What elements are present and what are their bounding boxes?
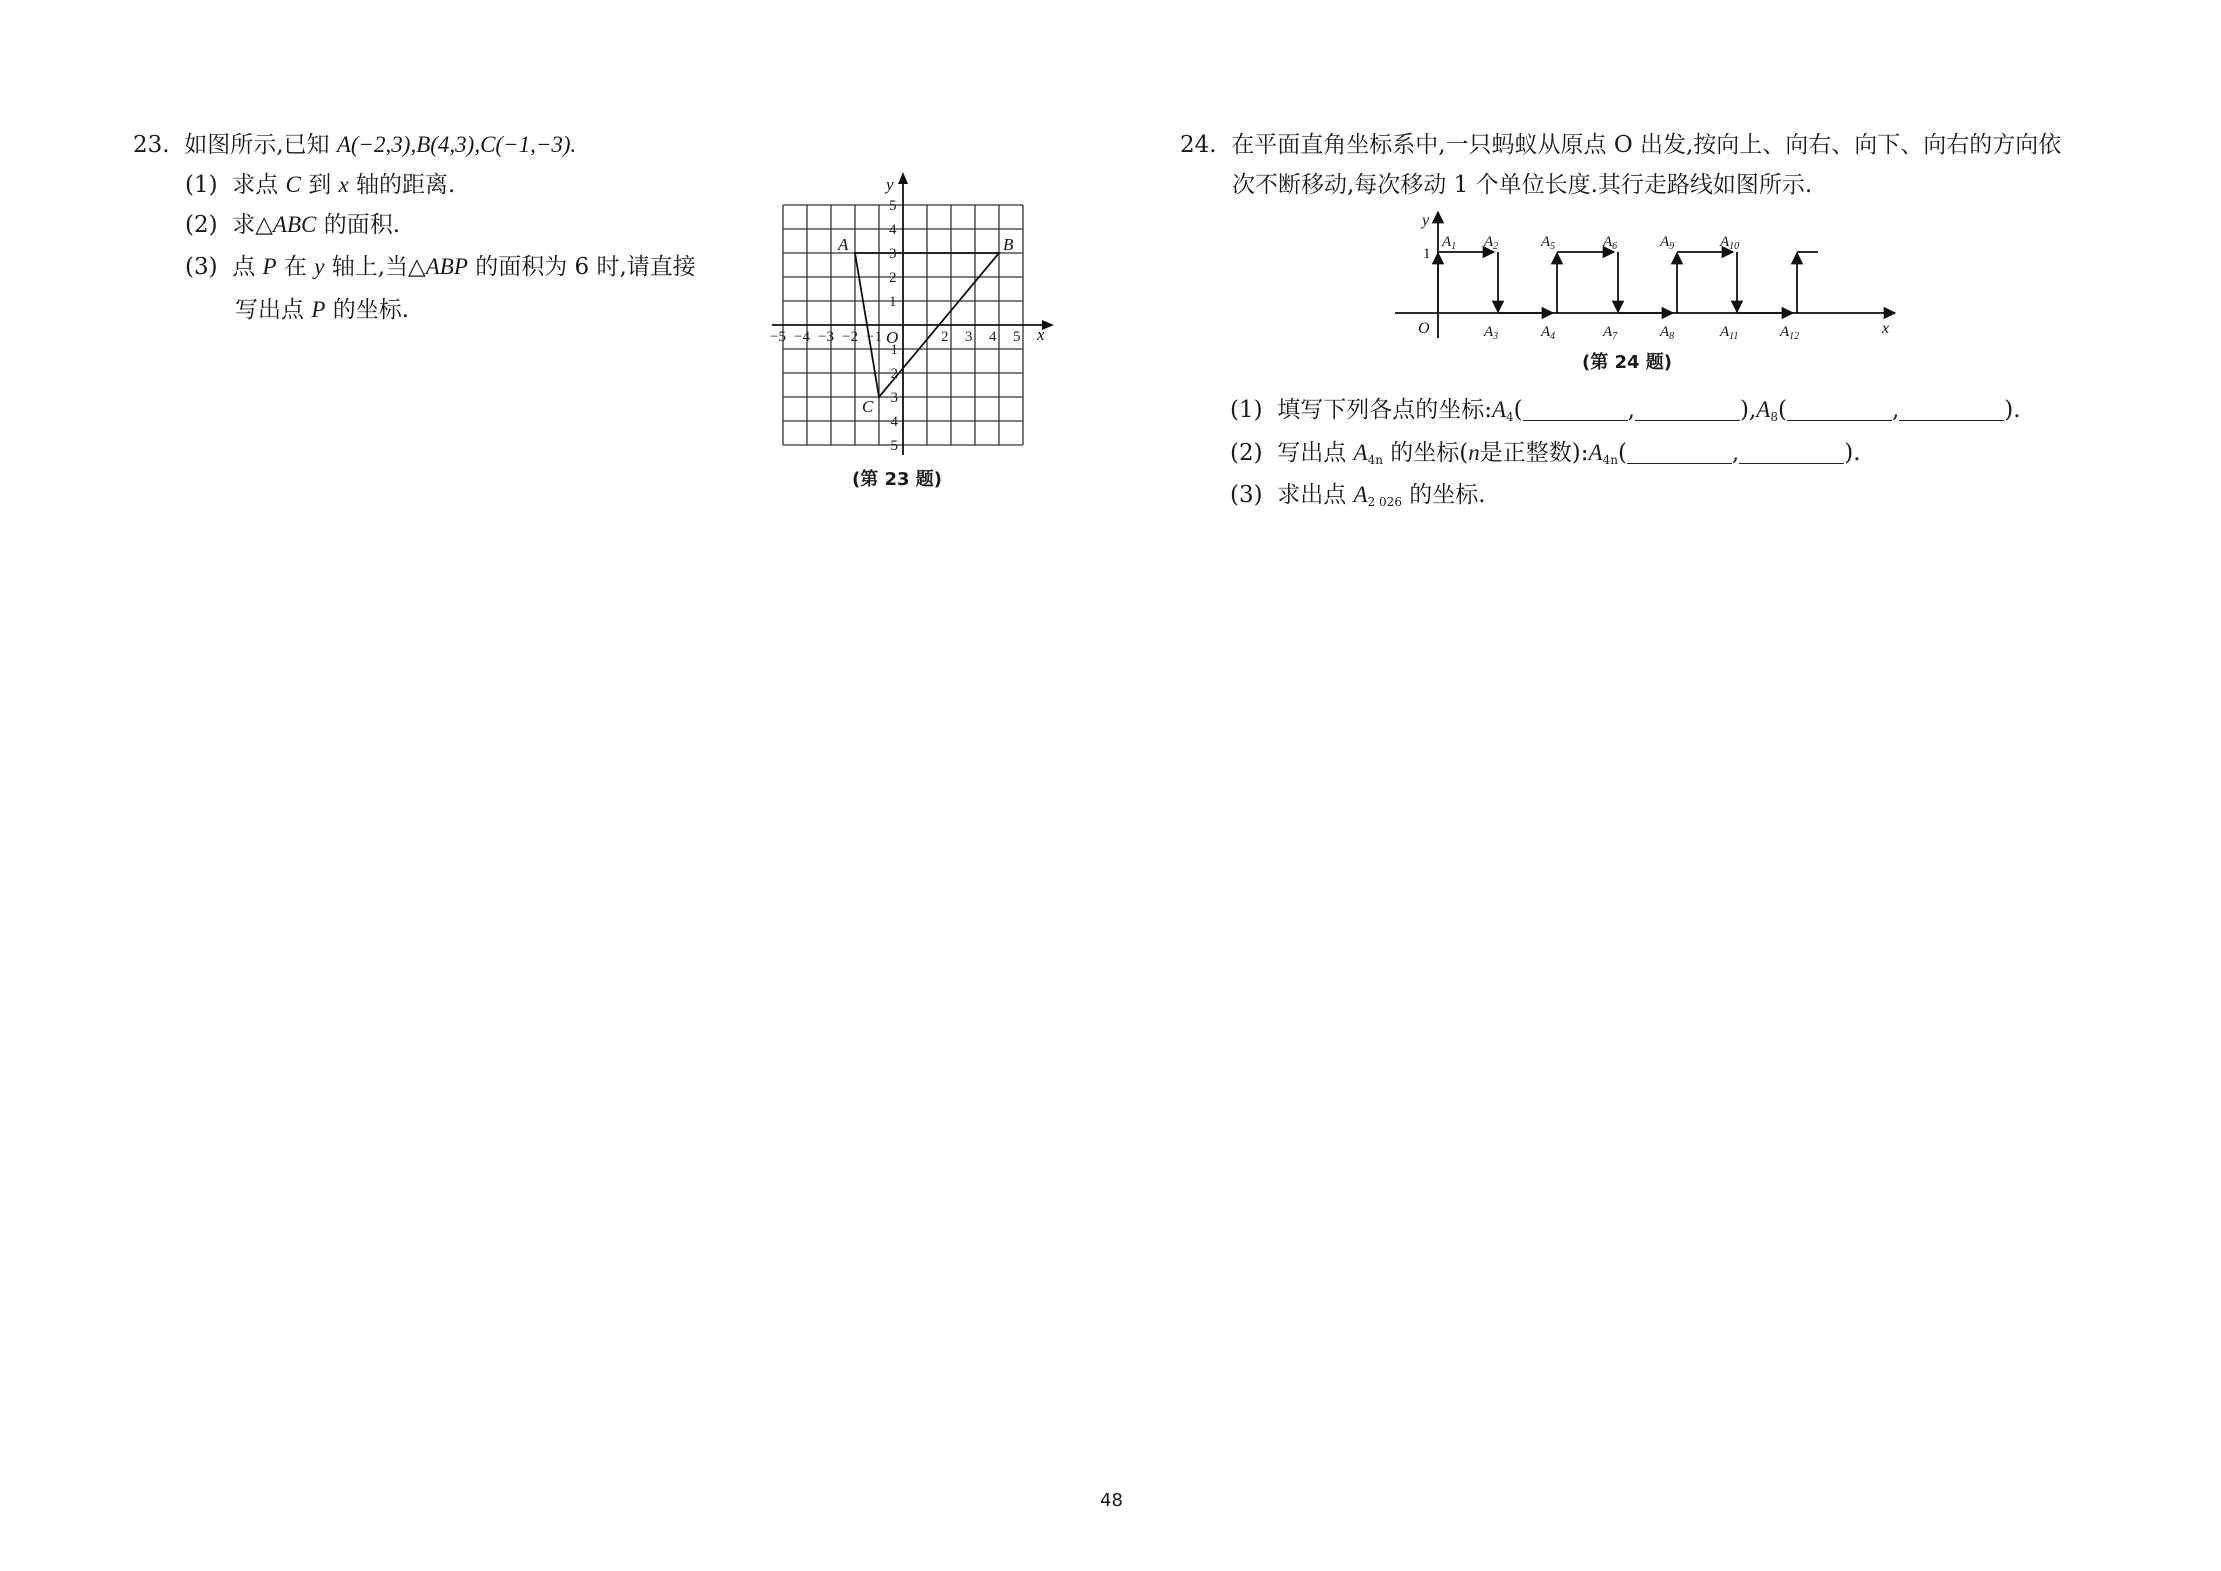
q23-y-tick: −1	[882, 342, 898, 358]
q23-caption: (第 23 题)	[852, 469, 943, 490]
q23-x-axis-label: x	[1037, 325, 1045, 344]
q24-label-a9: $A_9$	[1660, 234, 1675, 252]
answer-blank[interactable]	[1523, 398, 1628, 421]
q24-label-a7: $A_7$	[1603, 324, 1618, 340]
q23-y-tick: 4	[889, 222, 897, 238]
q24-part2: (2) 写出点 $A_{4n}$ 的坐标(n是正整数)$:A_{4n}$( , ).	[1230, 440, 1861, 467]
q23-part2: (2) 求△ABC 的面积.	[185, 212, 400, 238]
q24-stem-line1: 24. 在平面直角坐标系中,一只蚂蚁从原点 O 出发,按向上、向右、向下、向右的方向依	[1180, 132, 2062, 158]
q24-y-axis-label: y	[1422, 212, 1430, 229]
answer-blank[interactable]	[1627, 441, 1732, 464]
q24-label-a11: $A_{11}$	[1720, 324, 1739, 340]
q23-y-tick: 5	[889, 198, 897, 214]
q23-y-arrow	[898, 172, 908, 184]
q23-y-tick: −3	[882, 390, 898, 406]
q23-y-tick: −5	[882, 438, 898, 454]
q23-point-c-label: C	[862, 397, 874, 416]
q24-label-a12: $A_{12}$	[1780, 324, 1800, 340]
q23-point-b-label: B	[1003, 235, 1014, 254]
q23-x-tick: 2	[941, 329, 949, 345]
q23-x-tick: 4	[989, 329, 997, 345]
q24-label-a5: $A_5$	[1541, 234, 1556, 252]
q23-point-a-label: A	[838, 235, 849, 254]
q24-caption: (第 24 题)	[1582, 352, 1673, 373]
answer-blank[interactable]	[1899, 398, 2004, 421]
q24-figure	[1380, 200, 1910, 340]
q24-label-a2: $A_2$	[1484, 234, 1499, 252]
q23-x-tick: −5	[770, 329, 786, 345]
answer-blank[interactable]	[1739, 441, 1844, 464]
q24-label-a6: $A_6$	[1603, 234, 1618, 252]
q23-figure	[760, 170, 1060, 460]
q24-x-axis-label: x	[1882, 320, 1890, 337]
q24-label-a8: $A_8$	[1660, 324, 1675, 340]
q24-origin-label: O	[1418, 320, 1430, 337]
q23-part3-cont: 写出点 P 的坐标.	[235, 297, 409, 323]
q24-label-a3: $A_3$	[1484, 324, 1499, 340]
q23-part3: (3) 点 P 在 y 轴上,当△ABP 的面积为 6 时,请直接	[185, 254, 696, 280]
q24-stem-line2: 次不断移动,每次移动 1 个单位长度.其行走路线如图所示.	[1232, 172, 1813, 198]
q23-x-tick: −2	[842, 329, 858, 345]
page-number: 48	[1100, 1490, 1123, 1511]
q24-label-a1: $A_1$	[1442, 234, 1457, 252]
q23-y-tick: −2	[882, 366, 898, 382]
q23-y-tick: −4	[882, 414, 898, 430]
q24-part3: (3) 求出点 $A_{2 026}$ 的坐标.	[1230, 482, 1486, 509]
q23-y-tick: 1	[889, 294, 897, 310]
q23-x-tick: −3	[818, 329, 834, 345]
q23-x-tick: −1	[866, 329, 882, 345]
answer-blank[interactable]	[1787, 398, 1892, 421]
q24-label-a4: $A_4$	[1541, 324, 1556, 340]
q24-y-tick: 1	[1423, 246, 1431, 262]
q23-origin-label: O	[886, 328, 899, 347]
q23-x-tick: −4	[794, 329, 810, 345]
q23-y-tick: 3	[889, 246, 897, 262]
q24-label-a10: $A_{10}$	[1720, 234, 1740, 252]
q23-x-tick: 5	[1013, 329, 1021, 345]
q24-part1: (1) 填写下列各点的坐标$:A_4$( , )$,A_8$( , ).	[1230, 397, 2021, 424]
answer-blank[interactable]	[1635, 398, 1740, 421]
q23-stem: 23. 如图所示,已知 A(−2,3),B(4,3),C(−1,−3).	[133, 132, 577, 158]
q23-y-axis-label: y	[886, 175, 894, 194]
q23-part1: (1) 求点 C 到 x 轴的距离.	[185, 172, 456, 198]
q23-x-tick: 3	[965, 329, 973, 345]
q23-y-tick: 2	[889, 270, 897, 286]
